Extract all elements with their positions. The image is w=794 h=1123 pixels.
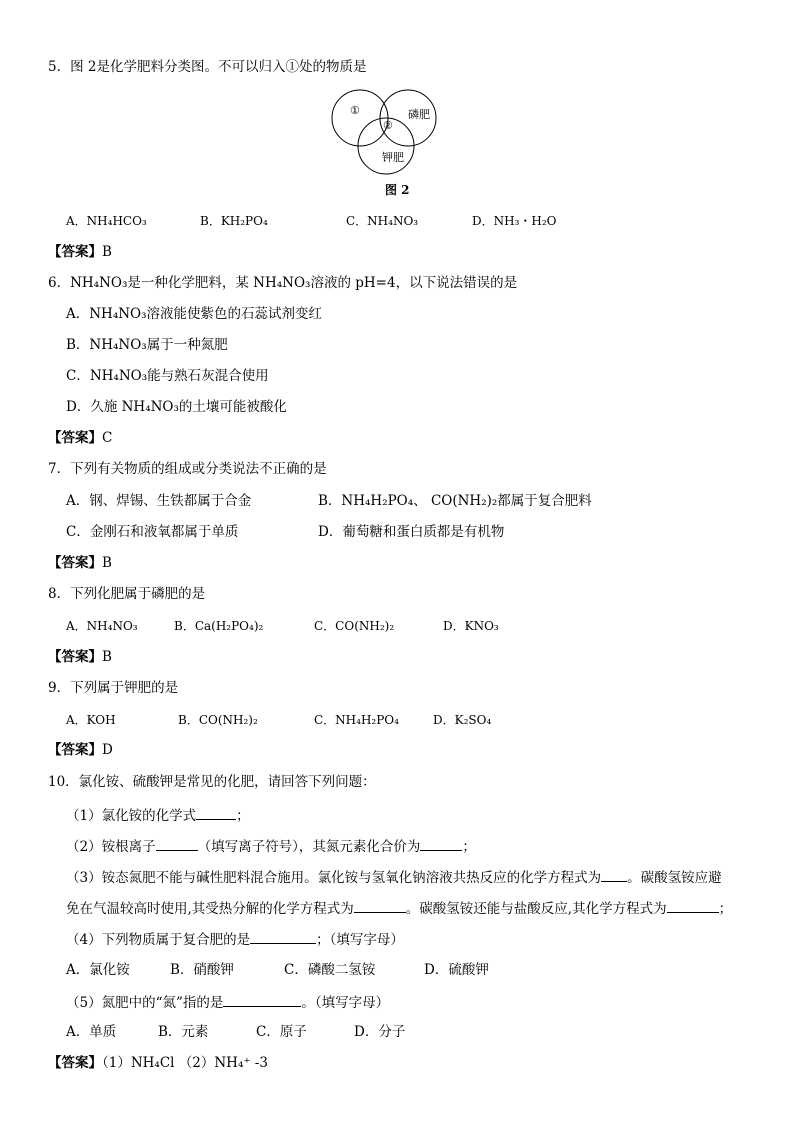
q7-answer — [48, 554, 112, 572]
q8-stem: 8．下列化肥属于磷肥的是 — [48, 586, 206, 602]
q6-option-b: B．NH₄NO₃属于一种氮肥 — [66, 337, 228, 353]
venn-label-2: ② — [383, 119, 393, 132]
answer-value: （1）NH₄Cl （2）NH₄⁺ -3 — [102, 1055, 268, 1071]
q10-answer — [48, 1054, 268, 1072]
answer-blank[interactable] — [667, 898, 719, 913]
q10-stem: 10．氯化铵、硫酸钾是常见的化肥，请回答下列问题： — [48, 774, 376, 790]
q10-p3-text-4: 。碳酸氢铵还能与盐酸反应,其化学方程式为 — [405, 901, 667, 917]
q10-part-3-line-1 — [66, 867, 722, 887]
q10-p1-text: （1）氯化铵的化学式 — [66, 808, 197, 824]
q8-option-d: D．KNO₃ — [443, 619, 499, 633]
q10-p5-option-c: C．原子 — [256, 1024, 307, 1040]
answer-value: D — [102, 742, 113, 758]
q10-part-5 — [66, 992, 389, 1012]
answer-value: B — [102, 244, 112, 260]
q5-answer — [48, 243, 112, 261]
answer-blank[interactable] — [223, 992, 301, 1007]
q10-p5-option-b: B．元素 — [158, 1024, 209, 1040]
venn-label-potassium: 钾肥 — [382, 151, 404, 164]
q8-option-a: A．NH₄NO₃ — [66, 619, 138, 633]
q10-p2-end: ； — [462, 839, 476, 855]
q10-p2-text-2: （填写离子符号），其氮元素化合价为 — [197, 839, 421, 855]
q10-part-2 — [66, 836, 476, 856]
q7-option-d: D．葡萄糖和蛋白质都是有机物 — [318, 524, 505, 540]
q10-p4-option-d: D．硫酸钾 — [424, 962, 489, 978]
q5-option-c: C．NH₄NO₃ — [346, 214, 419, 228]
q9-option-b: B．CO(NH₂)₂ — [178, 713, 258, 727]
q10-part-3-line-2 — [66, 898, 732, 918]
q5-option-b: B．KH₂PO₄ — [200, 214, 268, 228]
q5-option-d: D．NH₃・H₂O — [472, 214, 557, 228]
q10-p5-end: 。（填写字母） — [301, 995, 390, 1011]
q10-p3-text: （3）铵态氮肥不能与碱性肥料混合施用。氯化铵与氢氧化钠溶液共热反应的化学方程式为 — [66, 870, 602, 886]
q9-option-c: C．NH₄H₂PO₄ — [314, 713, 399, 727]
answer-value: B — [102, 649, 112, 665]
q6-option-a: A．NH₄NO₃溶液能使紫色的石蕊试剂变红 — [66, 306, 323, 322]
q10-p5-text: （5）氮肥中的“氮”指的是 — [66, 995, 224, 1011]
q10-part-1 — [66, 805, 250, 825]
q6-stem: 6．NH₄NO₃是一种化学肥料，某 NH₄NO₃溶液的 pH=4，以下说法错误的是 — [48, 275, 518, 291]
q10-p4-end: ；（填写字母） — [316, 932, 404, 948]
q10-p5-option-a: A．单质 — [66, 1024, 117, 1040]
answer-value: C — [102, 430, 113, 446]
q10-p2-text: （2）铵根离子 — [66, 839, 156, 855]
q10-p4-option-b: B．硝酸钾 — [170, 962, 234, 978]
answer-key-label: 【答案】 — [48, 1055, 102, 1071]
venn-label-phosphate: 磷肥 — [408, 108, 430, 121]
q7-option-a: A．钢、焊锡、生铁都属于合金 — [66, 493, 252, 509]
q10-p3-text-2: 。碳酸氢铵应避 — [627, 870, 722, 886]
answer-blank[interactable] — [250, 929, 316, 944]
answer-key-label: 【答案】 — [48, 430, 102, 446]
answer-blank[interactable] — [196, 805, 236, 820]
q5-stem: 5．图 2是化学肥料分类图。不可以归入①处的物质是 — [48, 59, 367, 75]
q7-option-b: B．NH₄H₂PO₄、 CO(NH₂)₂都属于复合肥料 — [318, 493, 592, 509]
q9-option-a: A．KOH — [66, 713, 116, 727]
answer-blank[interactable] — [354, 898, 406, 913]
q8-option-c: C．CO(NH₂)₂ — [314, 619, 395, 633]
q10-p1-end: ； — [236, 808, 250, 824]
answer-key-label: 【答案】 — [48, 649, 102, 665]
q10-p4-option-c: C．磷酸二氢铵 — [284, 962, 376, 978]
q9-stem: 9．下列属于钾肥的是 — [48, 680, 179, 696]
answer-blank[interactable] — [420, 836, 462, 851]
figure-caption: 图 2 — [385, 183, 410, 197]
q7-stem: 7．下列有关物质的组成或分类说法不正确的是 — [48, 461, 327, 477]
q6-answer — [48, 429, 112, 447]
fertilizer-venn-diagram — [330, 88, 450, 180]
q8-answer — [48, 648, 112, 666]
q5-option-a: A．NH₄HCO₃ — [66, 214, 147, 228]
answer-key-label: 【答案】 — [48, 244, 102, 260]
q10-part-4 — [66, 929, 404, 949]
q9-option-d: D．K₂SO₄ — [433, 713, 492, 727]
q10-p3-text-3: 免在气温较高时使用,其受热分解的化学方程式为 — [66, 901, 354, 917]
q9-answer — [48, 741, 113, 759]
q8-option-b: B．Ca(H₂PO₄)₂ — [174, 619, 264, 633]
q6-option-d: D．久施 NH₄NO₃的土壤可能被酸化 — [66, 399, 287, 415]
answer-key-label: 【答案】 — [48, 555, 102, 571]
answer-blank[interactable] — [601, 867, 627, 882]
answer-key-label: 【答案】 — [48, 742, 102, 758]
q6-option-c: C．NH₄NO₃能与熟石灰混合使用 — [66, 368, 269, 384]
venn-label-1: ① — [350, 104, 360, 117]
q7-option-c: C．金刚石和液氧都属于单质 — [66, 524, 239, 540]
q10-p4-text: （4）下列物质属于复合肥的是 — [66, 932, 251, 948]
answer-blank[interactable] — [156, 836, 198, 851]
q10-p3-end: ； — [718, 901, 733, 917]
q10-p4-option-a: A．氯化铵 — [66, 962, 130, 978]
answer-value: B — [102, 555, 112, 571]
q10-p5-option-d: D．分子 — [354, 1024, 406, 1040]
